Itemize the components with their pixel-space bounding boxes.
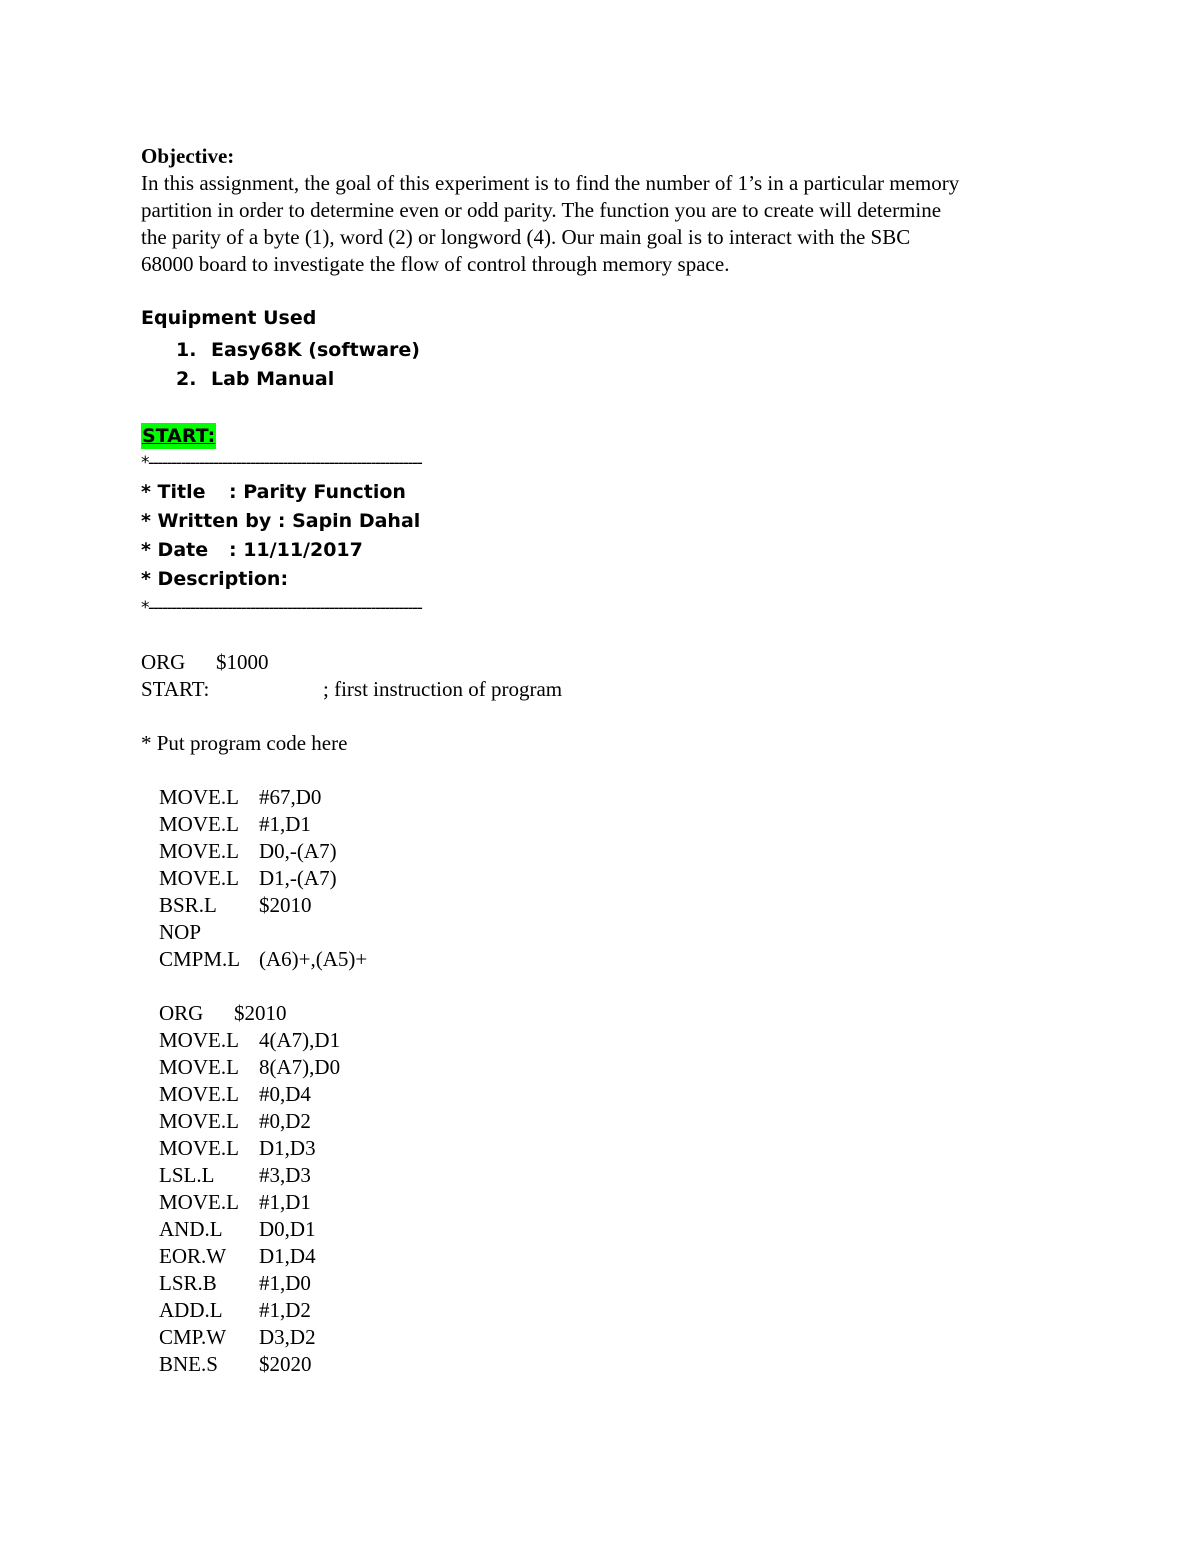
code-arg: D0,-(A7) — [259, 839, 337, 863]
code-comment-line: * Put program code here — [141, 731, 348, 755]
code-arg: D1,D4 — [259, 1244, 316, 1268]
date-key: * Date — [141, 539, 209, 561]
code-op: LSR.B — [159, 1271, 217, 1295]
list-text: Easy68K (software) — [211, 339, 420, 361]
written-by-row: * Written by : Sapin Dahal — [141, 510, 421, 532]
code-arg: D1,D3 — [259, 1136, 316, 1160]
code-arg: #1,D1 — [259, 1190, 311, 1214]
code-label: START: — [141, 677, 210, 701]
code-op: MOVE.L — [159, 866, 239, 890]
code-op: CMPM.L — [159, 947, 241, 971]
code-op: MOVE.L — [159, 812, 239, 836]
code-line — [141, 1000, 562, 1027]
code-op: MOVE.L — [159, 1190, 239, 1214]
date-value: : 11/11/2017 — [229, 539, 363, 561]
code-line — [141, 946, 562, 973]
code-op: NOP — [159, 920, 202, 944]
code-line — [141, 1135, 562, 1162]
code-block-main — [141, 784, 562, 973]
code-arg: #1,D0 — [259, 1271, 311, 1295]
code-arg: #0,D4 — [259, 1082, 311, 1106]
code-line — [141, 676, 562, 703]
code-op: MOVE.L — [159, 1055, 239, 1079]
code-arg: #1,D1 — [259, 812, 311, 836]
code-line — [141, 1270, 562, 1297]
code-op: MOVE.L — [159, 1136, 239, 1160]
comment-rule: *----------------------------------------------------------- — [141, 453, 422, 473]
code-op: AND.L — [159, 1217, 223, 1241]
code-op: ORG — [159, 1001, 204, 1025]
code-arg: $2010 — [259, 893, 312, 917]
objective-line: the parity of a byte (1), word (2) or longword (4). Our main goal is to interact with the SBC — [141, 225, 911, 249]
objective-paragraph — [141, 170, 1071, 278]
list-number: 2. — [176, 368, 197, 390]
code-line — [141, 1054, 562, 1081]
code-arg: $2020 — [259, 1352, 312, 1376]
code-arg: 4(A7),D1 — [259, 1028, 341, 1052]
equipment-list — [176, 336, 420, 394]
code-op: MOVE.L — [159, 785, 239, 809]
code-op: EOR.W — [159, 1244, 227, 1268]
code-arg: D0,D1 — [259, 1217, 316, 1241]
code-op: CMP.W — [159, 1325, 227, 1349]
code-arg: (A6)+,(A5)+ — [259, 947, 368, 971]
objective-line: partition in order to determine even or odd parity. The function you are to create will determine — [141, 198, 942, 222]
code-line — [141, 784, 562, 811]
objective-line: In this assignment, the goal of this experiment is to find the number of 1’s in a particular memory — [141, 171, 960, 195]
header-comment-block — [141, 449, 581, 623]
date-row — [141, 536, 581, 565]
description-row: * Description: — [141, 568, 289, 590]
start-highlight-label: START: — [142, 425, 216, 447]
code-op: BNE.S — [159, 1352, 218, 1376]
list-text: Lab Manual — [211, 368, 335, 390]
code-line — [141, 1297, 562, 1324]
equipment-heading: Equipment Used — [141, 307, 317, 329]
code-line — [141, 865, 562, 892]
code-op: LSL.L — [159, 1163, 215, 1187]
objective-heading: Objective: — [141, 144, 235, 168]
comment-rule: *----------------------------------------------------------- — [141, 598, 422, 618]
code-block-subroutine — [141, 1000, 562, 1378]
code-op: MOVE.L — [159, 839, 239, 863]
code-line — [141, 838, 562, 865]
code-arg: D1,-(A7) — [259, 866, 337, 890]
code-line — [141, 1081, 562, 1108]
code-arg: $1000 — [216, 650, 269, 674]
title-key: * Title — [141, 481, 206, 503]
code-arg: #0,D2 — [259, 1109, 311, 1133]
code-arg: #3,D3 — [259, 1163, 311, 1187]
code-op: BSR.L — [159, 893, 217, 917]
code-line — [141, 1243, 562, 1270]
code-line — [141, 892, 562, 919]
list-number: 1. — [176, 339, 197, 361]
code-arg: #1,D2 — [259, 1298, 311, 1322]
list-item — [176, 365, 420, 394]
code-listing — [141, 649, 562, 1378]
code-arg: #67,D0 — [259, 785, 322, 809]
title-value: : Parity Function — [229, 481, 406, 503]
title-row — [141, 478, 581, 507]
code-op: ORG — [141, 650, 186, 674]
code-op: MOVE.L — [159, 1109, 239, 1133]
code-op: MOVE.L — [159, 1082, 239, 1106]
code-arg: 8(A7),D0 — [259, 1055, 341, 1079]
code-line — [141, 1027, 562, 1054]
code-line — [141, 919, 562, 946]
code-line — [141, 1189, 562, 1216]
code-op: MOVE.L — [159, 1028, 239, 1052]
list-item — [176, 336, 420, 365]
code-arg: D3,D2 — [259, 1325, 316, 1349]
code-line — [141, 1216, 562, 1243]
code-line — [141, 649, 562, 676]
code-line — [141, 1351, 562, 1378]
code-op: ADD.L — [159, 1298, 223, 1322]
code-line — [141, 1108, 562, 1135]
code-arg: $2010 — [234, 1001, 287, 1025]
code-line — [141, 1162, 562, 1189]
code-comment: ; first instruction of program — [323, 677, 563, 701]
objective-line: 68000 board to investigate the flow of control through memory space. — [141, 252, 730, 276]
code-line — [141, 1324, 562, 1351]
code-line — [141, 811, 562, 838]
